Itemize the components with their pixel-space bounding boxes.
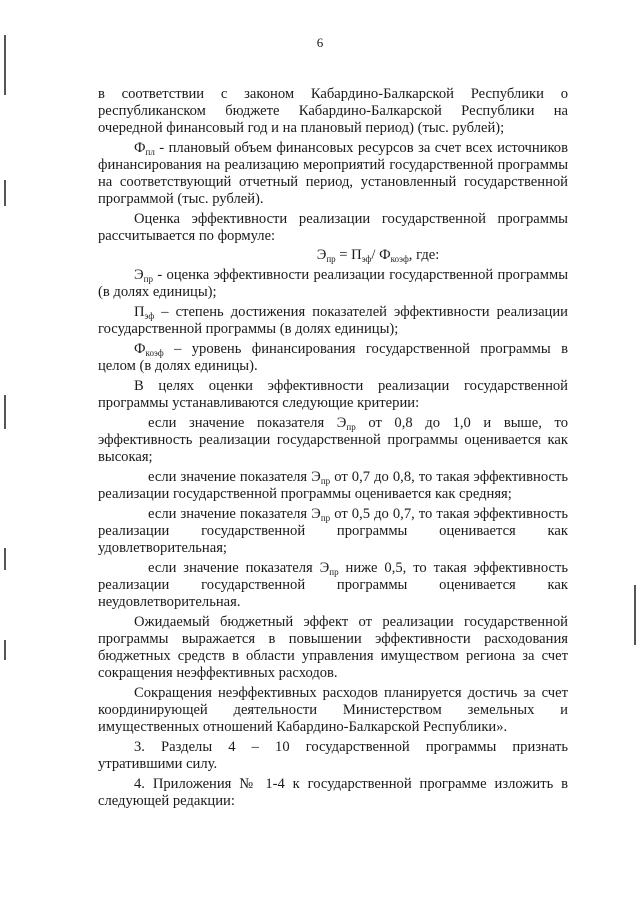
paragraph: 4. Приложения № 1-4 к государственной программе изложить в следующей редакции:	[98, 776, 568, 809]
page-number: 6	[316, 35, 324, 50]
scan-mark	[4, 640, 6, 660]
paragraph: если значение показателя $Э_{пр}$ от 0,7 до 0,8, то такая эффективность реализации государственной программы оценивается как средняя;	[98, 469, 568, 502]
paragraph: Оценка эффективности реализации государственной программы рассчитывается по формуле:	[98, 211, 568, 244]
paragraph: В целях оценки эффективности реализации государственной программы устанавливаются следующие критерии:	[98, 378, 568, 411]
paragraph: если значение показателя $Э_{пр}$ от 0,8 до 1,0 и выше, то эффективность реализации государственной программы оценивается как высокая;	[98, 415, 568, 465]
paragraph: если значение показателя $Э_{пр}$ от 0,5 до 0,7, то такая эффективность реализации государственной программы оценивается как удовлетворительная;	[98, 506, 568, 556]
paragraph: 3. Разделы 4 – 10 государственной программы признать утратившими силу.	[98, 739, 568, 772]
paragraph: если значение показателя $Э_{пр}$ ниже 0,5, то такая эффективность реализации государственной программы оценивается как неудовлетворительная.	[98, 560, 568, 610]
paragraph: Ожидаемый бюджетный эффект от реализации государственной программы выражается в повышении эффективности расходования бюджетных средств в области управления имуществом региона за счет сокращения неэффективных расходов.	[98, 614, 568, 681]
formula: $Э_{пр} = П_{эф}/$ $Ф_{коэф}$, где:	[316, 247, 440, 264]
scan-mark	[4, 548, 6, 570]
scan-mark	[4, 180, 6, 206]
paragraph: Сокращения неэффективных расходов планируется достичь за счет координирующей деятельности Министерством земельных и имущественных отношений Кабардино-Балкарской Республики».	[98, 685, 568, 735]
paragraph: $Э_{пр}$ - оценка эффективности реализации государственной программы (в долях единицы);	[98, 267, 568, 300]
paragraph: $П_{эф}$ – степень достижения показателей эффективности реализации государственной программы (в долях единицы);	[98, 304, 568, 337]
scan-mark	[634, 585, 636, 645]
document-body	[98, 86, 568, 810]
paragraph: $Ф_{пл}$ - плановый объем финансовых ресурсов за счет всех источников финансирования на реализацию мероприятий государственной программы на соответствующий отчетный период, установленный государственной программой (тыс. рублей).	[98, 140, 568, 207]
paragraph: в соответствии с законом Кабардино-Балкарской Республики о республиканском бюджете Кабардино-Балкарской Республики на очередной финансовый год и на плановый период) (тыс. рублей);	[98, 86, 568, 136]
scan-mark	[4, 35, 6, 95]
paragraph: $Ф_{коэф}$ – уровень финансирования государственной программы в целом (в долях единицы).	[98, 341, 568, 374]
scan-mark	[4, 395, 6, 429]
